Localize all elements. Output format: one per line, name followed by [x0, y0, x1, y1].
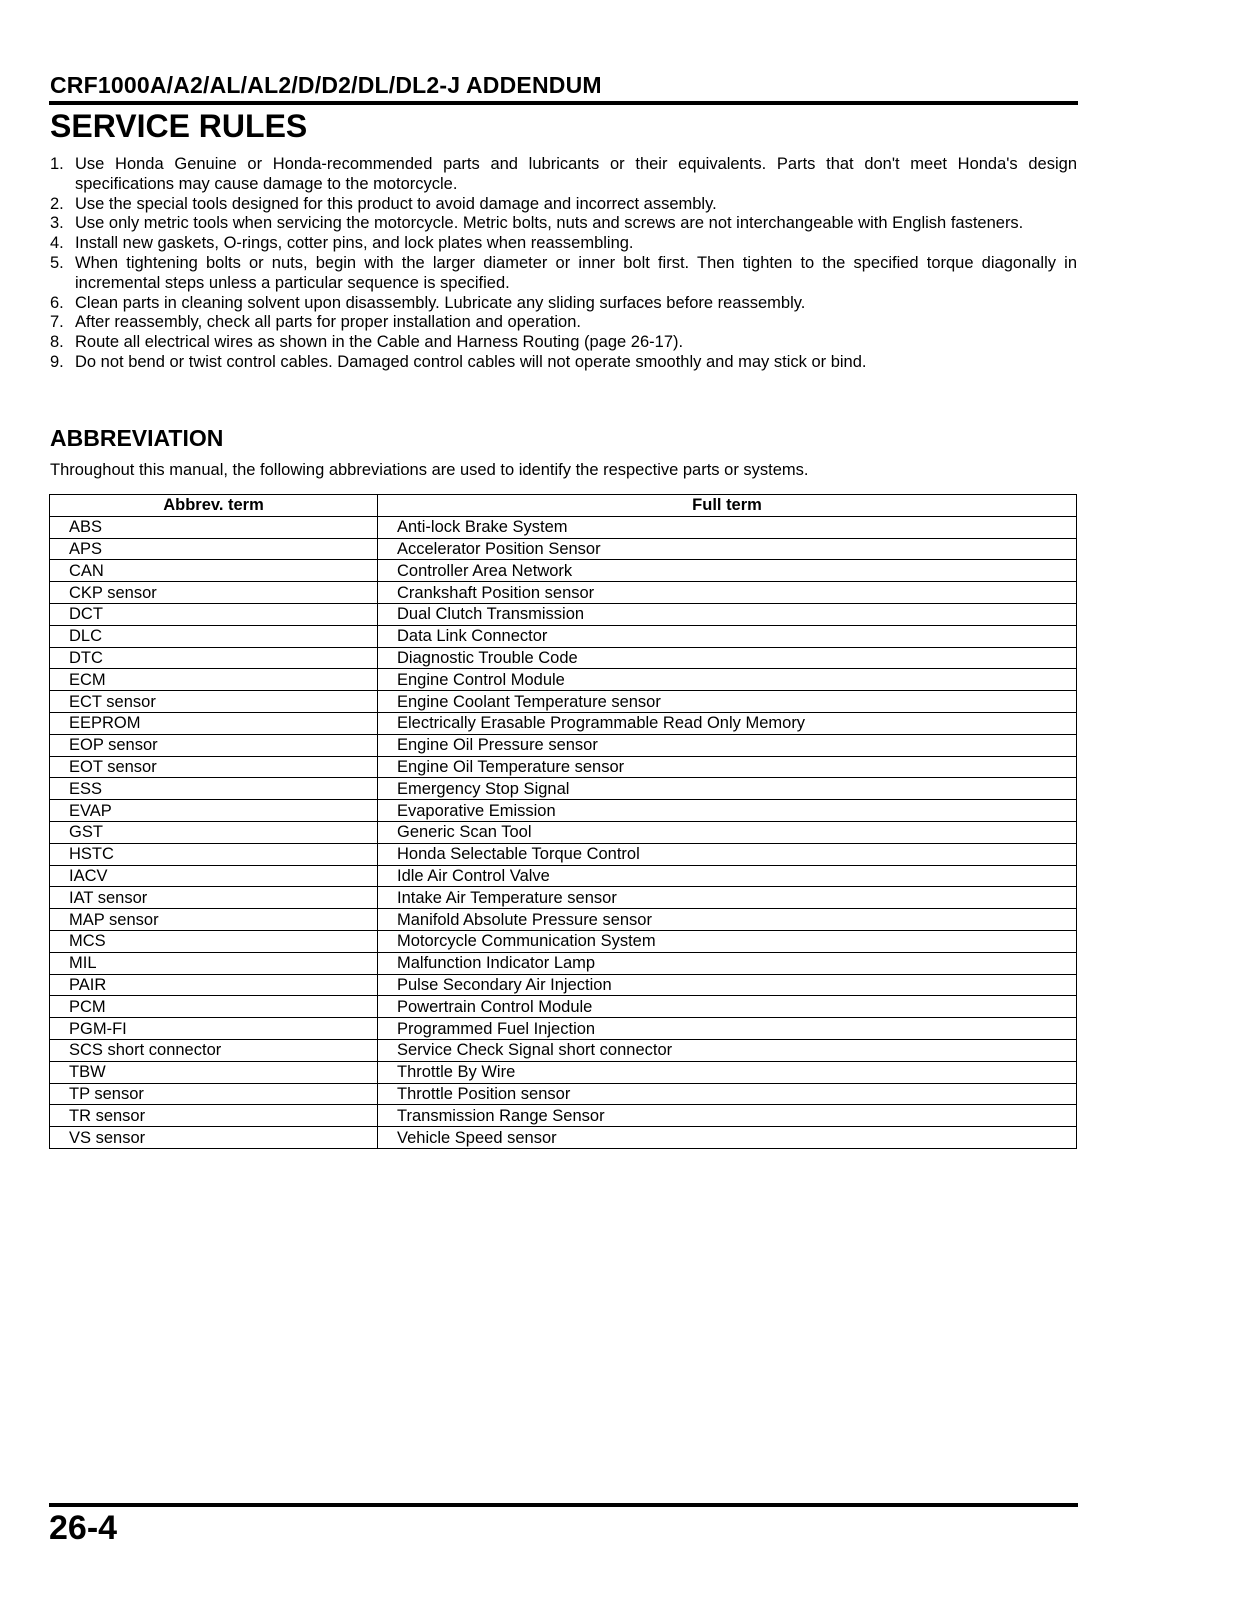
full-term-cell: Pulse Secondary Air Injection [378, 974, 1077, 996]
table-row [50, 952, 1077, 974]
table-row [50, 778, 1077, 800]
abbreviation-intro: Throughout this manual, the following abbreviations are used to identify the respective parts or systems. [50, 461, 809, 479]
table-row [50, 800, 1077, 822]
table-row [50, 1018, 1077, 1040]
list-item-text: Route all electrical wires as shown in the Cable and Harness Routing (page 26-17). [75, 333, 684, 352]
full-term-cell: Evaporative Emission [378, 800, 1077, 822]
table-row [50, 821, 1077, 843]
full-term-cell: Throttle By Wire [378, 1061, 1077, 1083]
list-item-text: Do not bend or twist control cables. Damaged control cables will not operate smoothly and may stick or bind. [75, 352, 867, 371]
full-term-cell: Accelerator Position Sensor [378, 538, 1077, 560]
table-row [50, 647, 1077, 669]
abbrev-cell: ECM [50, 669, 378, 691]
table-row [50, 712, 1077, 734]
abbrev-cell: CKP sensor [50, 582, 378, 604]
full-term-cell: Emergency Stop Signal [378, 778, 1077, 800]
abbreviation-title: ABBREVIATION [50, 425, 224, 451]
table-row [50, 974, 1077, 996]
list-item [50, 195, 1077, 215]
abbrev-cell: EEPROM [50, 712, 378, 734]
full-term-cell: Engine Oil Pressure sensor [378, 734, 1077, 756]
abbrev-cell: PCM [50, 996, 378, 1018]
full-term-cell: Throttle Position sensor [378, 1083, 1077, 1105]
list-item-text: Clean parts in cleaning solvent upon disassembly. Lubricate any sliding surfaces before reassembly. [75, 293, 806, 312]
table-row [50, 865, 1077, 887]
list-item-number: 4. [50, 234, 64, 253]
header-rule [49, 101, 1078, 105]
abbrev-cell: DLC [50, 625, 378, 647]
list-item [50, 353, 1077, 373]
table-row [50, 516, 1077, 538]
full-term-cell: Idle Air Control Valve [378, 865, 1077, 887]
list-item-text: Use Honda Genuine or Honda-recommended parts and lubricants or their equivalents. Parts that don't meet Honda's design specifications may cause damage to the motorcycle. [75, 155, 1077, 193]
full-term-cell: Crankshaft Position sensor [378, 582, 1077, 604]
full-term-cell: Data Link Connector [378, 625, 1077, 647]
table-row [50, 996, 1077, 1018]
list-item-text: Install new gaskets, O-rings, cotter pins, and lock plates when reassembling. [75, 234, 634, 253]
table-row [50, 1061, 1077, 1083]
abbrev-cell: TR sensor [50, 1105, 378, 1127]
list-item-number: 9. [50, 352, 64, 371]
table-row [50, 734, 1077, 756]
full-term-cell: Vehicle Speed sensor [378, 1127, 1077, 1149]
full-term-cell: Motorcycle Communication System [378, 930, 1077, 952]
list-item [50, 313, 1077, 333]
abbreviation-table [49, 494, 1077, 1149]
table-row [50, 887, 1077, 909]
abbrev-cell: HSTC [50, 843, 378, 865]
full-term-cell: Controller Area Network [378, 560, 1077, 582]
list-item [50, 254, 1077, 294]
table-row [50, 1083, 1077, 1105]
abbrev-cell: TP sensor [50, 1083, 378, 1105]
list-item-number: 6. [50, 293, 64, 312]
full-term-cell: Electrically Erasable Programmable Read Only Memory [378, 712, 1077, 734]
list-item-number: 7. [50, 313, 64, 332]
service-rules-list [50, 155, 1077, 373]
abbrev-cell: CAN [50, 560, 378, 582]
abbrev-cell: EOT sensor [50, 756, 378, 778]
full-term-cell: Intake Air Temperature sensor [378, 887, 1077, 909]
table-row [50, 1105, 1077, 1127]
table-row [50, 582, 1077, 604]
full-term-cell: Dual Clutch Transmission [378, 603, 1077, 625]
abbrev-cell: DTC [50, 647, 378, 669]
full-term-cell: Engine Control Module [378, 669, 1077, 691]
list-item [50, 333, 1077, 353]
full-term-cell: Manifold Absolute Pressure sensor [378, 909, 1077, 931]
full-term-cell: Anti-lock Brake System [378, 516, 1077, 538]
table-row [50, 843, 1077, 865]
list-item [50, 294, 1077, 314]
list-item-number: 8. [50, 333, 64, 352]
full-term-cell: Generic Scan Tool [378, 821, 1077, 843]
list-item [50, 155, 1077, 195]
table-row [50, 560, 1077, 582]
list-item-text: Use the special tools designed for this product to avoid damage and incorrect assembly. [75, 194, 717, 213]
list-item [50, 234, 1077, 254]
abbrev-cell: MIL [50, 952, 378, 974]
table-row [50, 930, 1077, 952]
abbrev-cell: GST [50, 821, 378, 843]
full-term-cell: Powertrain Control Module [378, 996, 1077, 1018]
abbrev-cell: ESS [50, 778, 378, 800]
abbrev-cell: SCS short connector [50, 1039, 378, 1061]
table-row [50, 603, 1077, 625]
list-item-number: 5. [50, 253, 64, 272]
abbrev-cell: VS sensor [50, 1127, 378, 1149]
column-header-full: Full term [378, 495, 1077, 517]
table-row [50, 691, 1077, 713]
abbrev-cell: IACV [50, 865, 378, 887]
list-item-text: After reassembly, check all parts for proper installation and operation. [75, 313, 581, 332]
table-row [50, 625, 1077, 647]
table-row [50, 1127, 1077, 1149]
list-item-text: When tightening bolts or nuts, begin with the larger diameter or inner bolt first. Then tighten to the specified torque diagonally in incremental steps unless a particular sequence is specified. [75, 253, 1077, 292]
full-term-cell: Transmission Range Sensor [378, 1105, 1077, 1127]
abbrev-cell: APS [50, 538, 378, 560]
abbrev-cell: DCT [50, 603, 378, 625]
full-term-cell: Service Check Signal short connector [378, 1039, 1077, 1061]
page-number: 26-4 [49, 1509, 118, 1547]
table-row [50, 909, 1077, 931]
abbrev-cell: PGM-FI [50, 1018, 378, 1040]
table-row [50, 1039, 1077, 1061]
abbrev-cell: ABS [50, 516, 378, 538]
abbrev-cell: PAIR [50, 974, 378, 996]
column-header-abbrev: Abbrev. term [50, 495, 378, 517]
abbrev-cell: TBW [50, 1061, 378, 1083]
list-item [50, 214, 1077, 234]
full-term-cell: Engine Oil Temperature sensor [378, 756, 1077, 778]
abbrev-cell: EOP sensor [50, 734, 378, 756]
document-header-title: CRF1000A/A2/AL/AL2/D/D2/DL/DL2-J ADDENDUM [50, 72, 602, 98]
table-row [50, 538, 1077, 560]
abbrev-cell: MCS [50, 930, 378, 952]
abbrev-cell: ECT sensor [50, 691, 378, 713]
full-term-cell: Engine Coolant Temperature sensor [378, 691, 1077, 713]
service-rules-title: SERVICE RULES [50, 108, 308, 144]
list-item-number: 3. [50, 214, 64, 233]
table-row [50, 756, 1077, 778]
full-term-cell: Malfunction Indicator Lamp [378, 952, 1077, 974]
list-item-number: 2. [50, 194, 64, 213]
full-term-cell: Honda Selectable Torque Control [378, 843, 1077, 865]
abbrev-cell: IAT sensor [50, 887, 378, 909]
abbrev-cell: EVAP [50, 800, 378, 822]
footer-rule [49, 1503, 1078, 1507]
table-header-row [50, 495, 1077, 517]
table-row [50, 669, 1077, 691]
list-item-text: Use only metric tools when servicing the motorcycle. Metric bolts, nuts and screws are not interchangeable with English fasteners. [75, 214, 1024, 233]
list-item-number: 1. [50, 155, 64, 173]
full-term-cell: Diagnostic Trouble Code [378, 647, 1077, 669]
abbrev-cell: MAP sensor [50, 909, 378, 931]
full-term-cell: Programmed Fuel Injection [378, 1018, 1077, 1040]
